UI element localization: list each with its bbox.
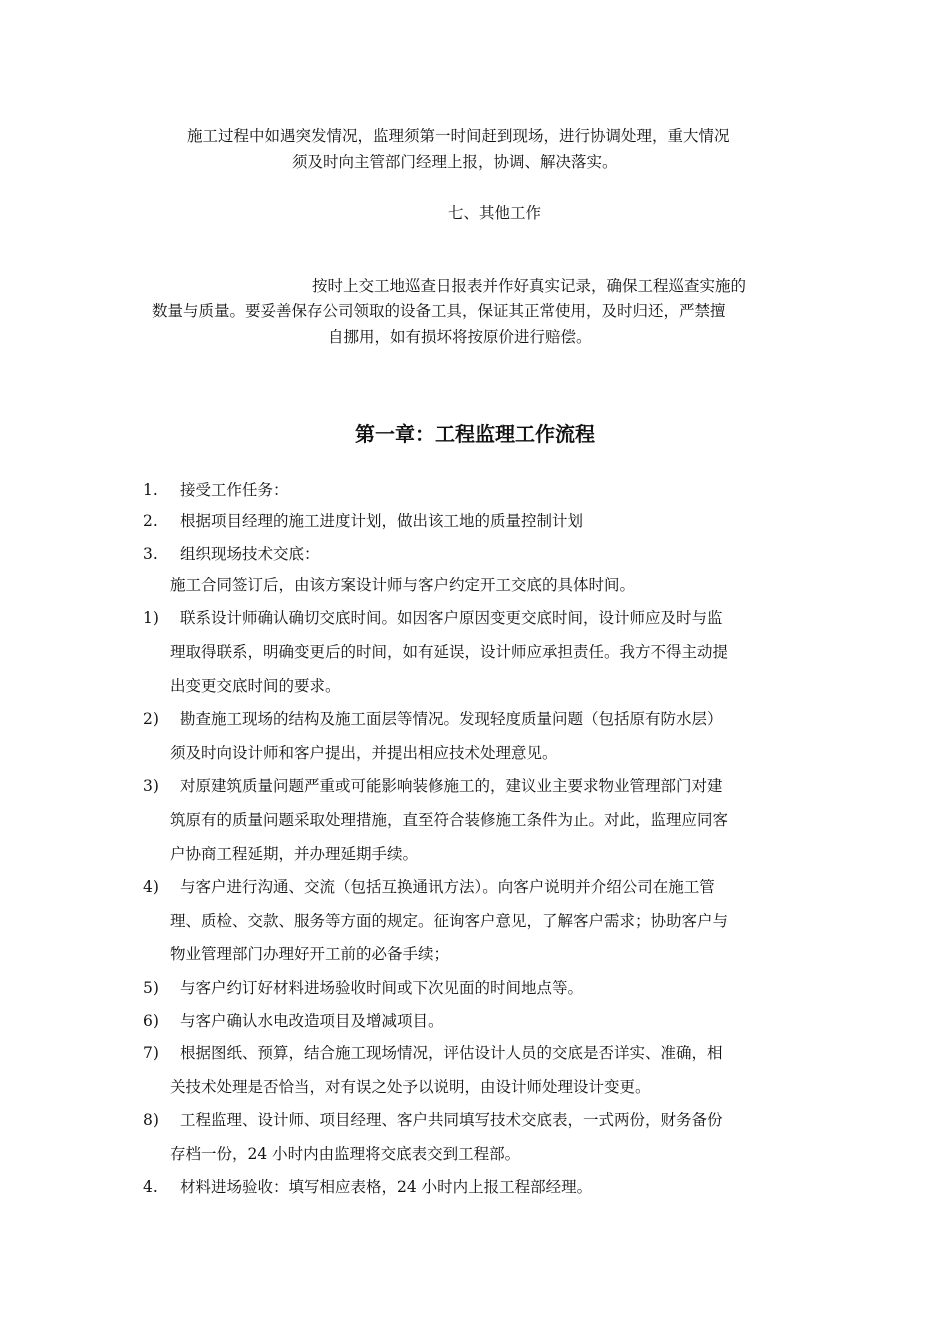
list-item-text: 材料进场验收：填写相应表格，24 小时内上报工程部经理。 xyxy=(180,1178,593,1196)
intro-paragraph-2-line-3: 自挪用，如有损坏将按原价进行赔偿。 xyxy=(328,328,592,346)
intro-paragraph-2-line-2: 数量与质量。要妥善保存公司领取的设备工具，保证其正常使用，及时归还，严禁擅 xyxy=(152,302,726,320)
list-item-text: 存档一份，24 小时内由监理将交底表交到工程部。 xyxy=(170,1145,521,1163)
list-item-text: 接受工作任务： xyxy=(180,481,289,499)
list-item-number: 3. xyxy=(143,545,158,563)
list-item-text: 关技术处理是否恰当，对有误之处予以说明，由设计师处理设计变更。 xyxy=(170,1078,651,1096)
list-item-number: 5) xyxy=(143,979,159,997)
list-item-text: 对原建筑质量问题严重或可能影响装修施工的，建议业主要求物业管理部门对建 xyxy=(180,777,723,795)
list-item-text: 须及时向设计师和客户提出，并提出相应技术处理意见。 xyxy=(170,744,558,762)
list-item-text: 物业管理部门办理好开工前的必备手续； xyxy=(170,945,450,963)
list-item-number: 3) xyxy=(143,777,159,795)
list-item-number: 6) xyxy=(143,1012,159,1030)
list-item-text: 理取得联系，明确变更后的时间，如有延误，设计师应承担责任。我方不得主动提 xyxy=(170,643,729,661)
list-item-number: 2) xyxy=(143,710,159,728)
list-item-text: 与客户确认水电改造项目及增减项目。 xyxy=(180,1012,444,1030)
intro-paragraph-1-line-2: 须及时向主管部门经理上报，协调、解决落实。 xyxy=(292,153,618,171)
list-item-number: 4) xyxy=(143,878,159,896)
list-item-text: 筑原有的质量问题采取处理措施，直至符合装修施工条件为止。对此，监理应同客 xyxy=(170,811,729,829)
list-item-text: 根据图纸、预算，结合施工现场情况，评估设计人员的交底是否详实、准确，相 xyxy=(180,1044,723,1062)
list-item-number: 2. xyxy=(143,512,158,530)
section-heading: 七、其他工作 xyxy=(448,204,542,222)
list-item-text: 根据项目经理的施工进度计划，做出该工地的质量控制计划 xyxy=(180,512,584,530)
list-item-text: 理、质检、交款、服务等方面的规定。征询客户意见，了解客户需求；协助客户与 xyxy=(170,912,729,930)
list-item-number: 1) xyxy=(143,609,159,627)
chapter-title: 第一章：工程监理工作流程 xyxy=(355,422,595,446)
list-item-number: 1. xyxy=(143,481,158,499)
list-item-text: 施工合同签订后，由该方案设计师与客户约定开工交底的具体时间。 xyxy=(170,576,636,594)
list-item-number: 4. xyxy=(143,1178,158,1196)
intro-paragraph-2-line-1: 按时上交工地巡查日报表并作好真实记录，确保工程巡查实施的 xyxy=(312,277,747,295)
list-item-text: 与客户约订好材料进场验收时间或下次见面的时间地点等。 xyxy=(180,979,584,997)
list-item-text: 出变更交底时间的要求。 xyxy=(170,677,341,695)
intro-paragraph-1-line-1: 施工过程中如遇突发情况，监理须第一时间赶到现场，进行协调处理，重大情况 xyxy=(187,127,730,145)
list-item-number: 8) xyxy=(143,1111,159,1129)
list-item-text: 与客户进行沟通、交流（包括互换通讯方法）。向客户说明并介绍公司在施工管 xyxy=(180,878,715,896)
list-item-text: 联系设计师确认确切交底时间。如因客户原因变更交底时间，设计师应及时与监 xyxy=(180,609,723,627)
list-item-text: 户协商工程延期，并办理延期手续。 xyxy=(170,845,419,863)
list-item-text: 工程监理、设计师、项目经理、客户共同填写技术交底表，一式两份，财务备份 xyxy=(180,1111,723,1129)
list-item-text: 勘查施工现场的结构及施工面层等情况。发现轻度质量问题（包括原有防水层） xyxy=(180,710,723,728)
list-item-number: 7) xyxy=(143,1044,159,1062)
list-item-text: 组织现场技术交底： xyxy=(180,545,320,563)
